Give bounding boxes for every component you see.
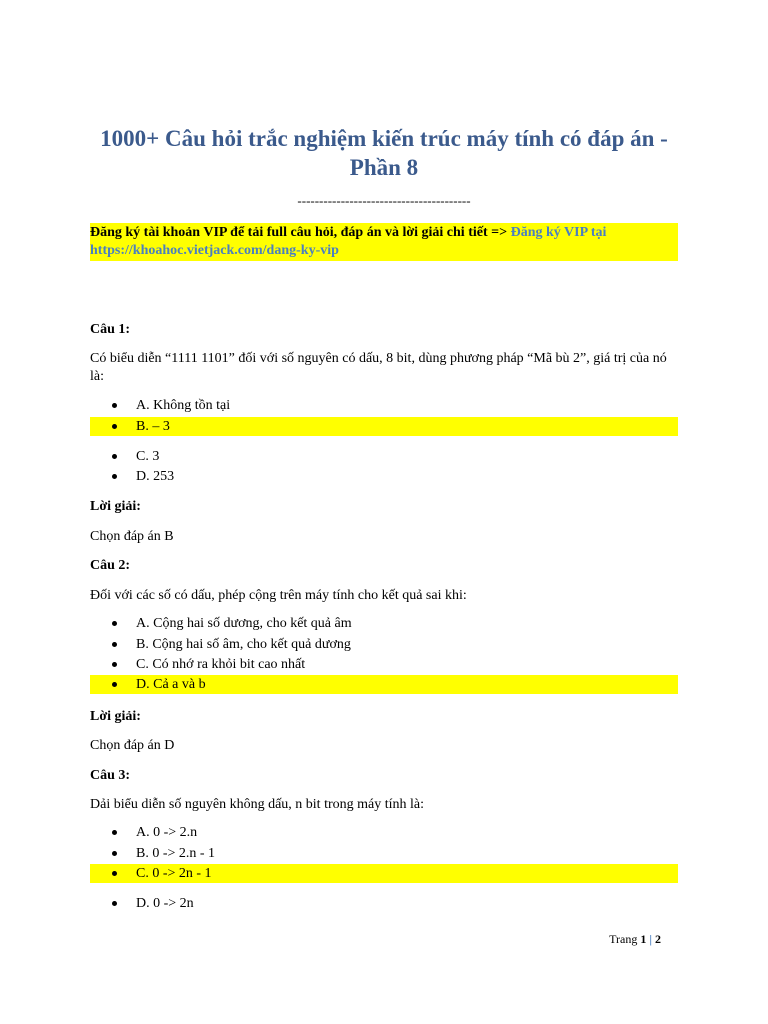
question-3-option-c: C. 0 -> 2n - 1 xyxy=(90,864,678,883)
vip-banner xyxy=(90,223,678,261)
question-2-option-c: C. Có nhớ ra khỏi bit cao nhất xyxy=(90,655,678,674)
page-word: Trang xyxy=(609,932,638,946)
bullet-icon xyxy=(112,830,117,835)
question-1-solution: Chọn đáp án B xyxy=(90,529,174,544)
question-3-option-a: A. 0 -> 2.n xyxy=(90,823,678,842)
page-number: 1 xyxy=(640,932,647,946)
bullet-icon xyxy=(112,642,117,647)
question-2-solution: Chọn đáp án D xyxy=(90,738,175,753)
question-1-option-a: A. Không tồn tại xyxy=(90,396,678,415)
bullet-icon xyxy=(112,901,117,906)
question-1-option-b: B. – 3 xyxy=(90,417,678,436)
question-2-option-a: A. Cộng hai số dương, cho kết quả âm xyxy=(90,614,678,633)
question-1-label: Câu 1: xyxy=(90,322,131,337)
question-2-solution-label: Lời giải: xyxy=(90,709,141,724)
bullet-icon xyxy=(112,662,117,667)
bullet-icon xyxy=(112,474,117,479)
question-1-solution-label: Lời giải: xyxy=(90,499,141,514)
question-3-label: Câu 3: xyxy=(90,768,131,783)
divider-line: ---------------------------------------- xyxy=(297,193,471,208)
question-3-option-d: D. 0 -> 2n xyxy=(90,894,678,913)
question-2-text: Đối với các số có dấu, phép cộng trên máy tính cho kết quả sai khi: xyxy=(90,588,467,603)
total-pages: 2 xyxy=(655,932,661,946)
question-2-option-d: D. Cả a và b xyxy=(90,675,678,694)
question-2-label: Câu 2: xyxy=(90,558,131,573)
vip-link[interactable]: Đăng ký VIP tại https://khoahoc.vietjack.com/dang-ky-vip xyxy=(90,225,607,258)
question-3-text: Dải biểu diễn số nguyên không dấu, n bit trong máy tính là: xyxy=(90,797,425,812)
bullet-icon xyxy=(112,851,117,856)
bullet-icon xyxy=(112,424,117,429)
question-2-option-b: B. Cộng hai số âm, cho kết quả dương xyxy=(90,635,678,654)
question-3-option-b: B. 0 -> 2.n - 1 xyxy=(90,844,678,863)
question-1-option-c: C. 3 xyxy=(90,447,678,466)
question-1-option-d: D. 253 xyxy=(90,467,678,486)
bullet-icon xyxy=(112,871,117,876)
page-separator: | xyxy=(649,932,652,946)
bullet-icon xyxy=(112,621,117,626)
bullet-icon xyxy=(112,454,117,459)
bullet-icon xyxy=(112,403,117,408)
document-title xyxy=(90,124,678,182)
question-1-text: Có biểu diễn “1111 1101” đối với số nguyên có dấu, 8 bit, dùng phương pháp “Mã bù 2”, giá trị của nó là: xyxy=(90,351,667,384)
vip-text: Đăng ký tài khoản VIP để tải full câu hỏi, đáp án và lời giải chi tiết => xyxy=(90,225,511,240)
title-line-1: 1000+ Câu hỏi trắc nghiệm kiến trúc máy tính có đáp án - xyxy=(100,126,668,151)
page-footer xyxy=(609,931,661,947)
title-line-2: Phần 8 xyxy=(349,155,419,180)
bullet-icon xyxy=(112,682,117,687)
